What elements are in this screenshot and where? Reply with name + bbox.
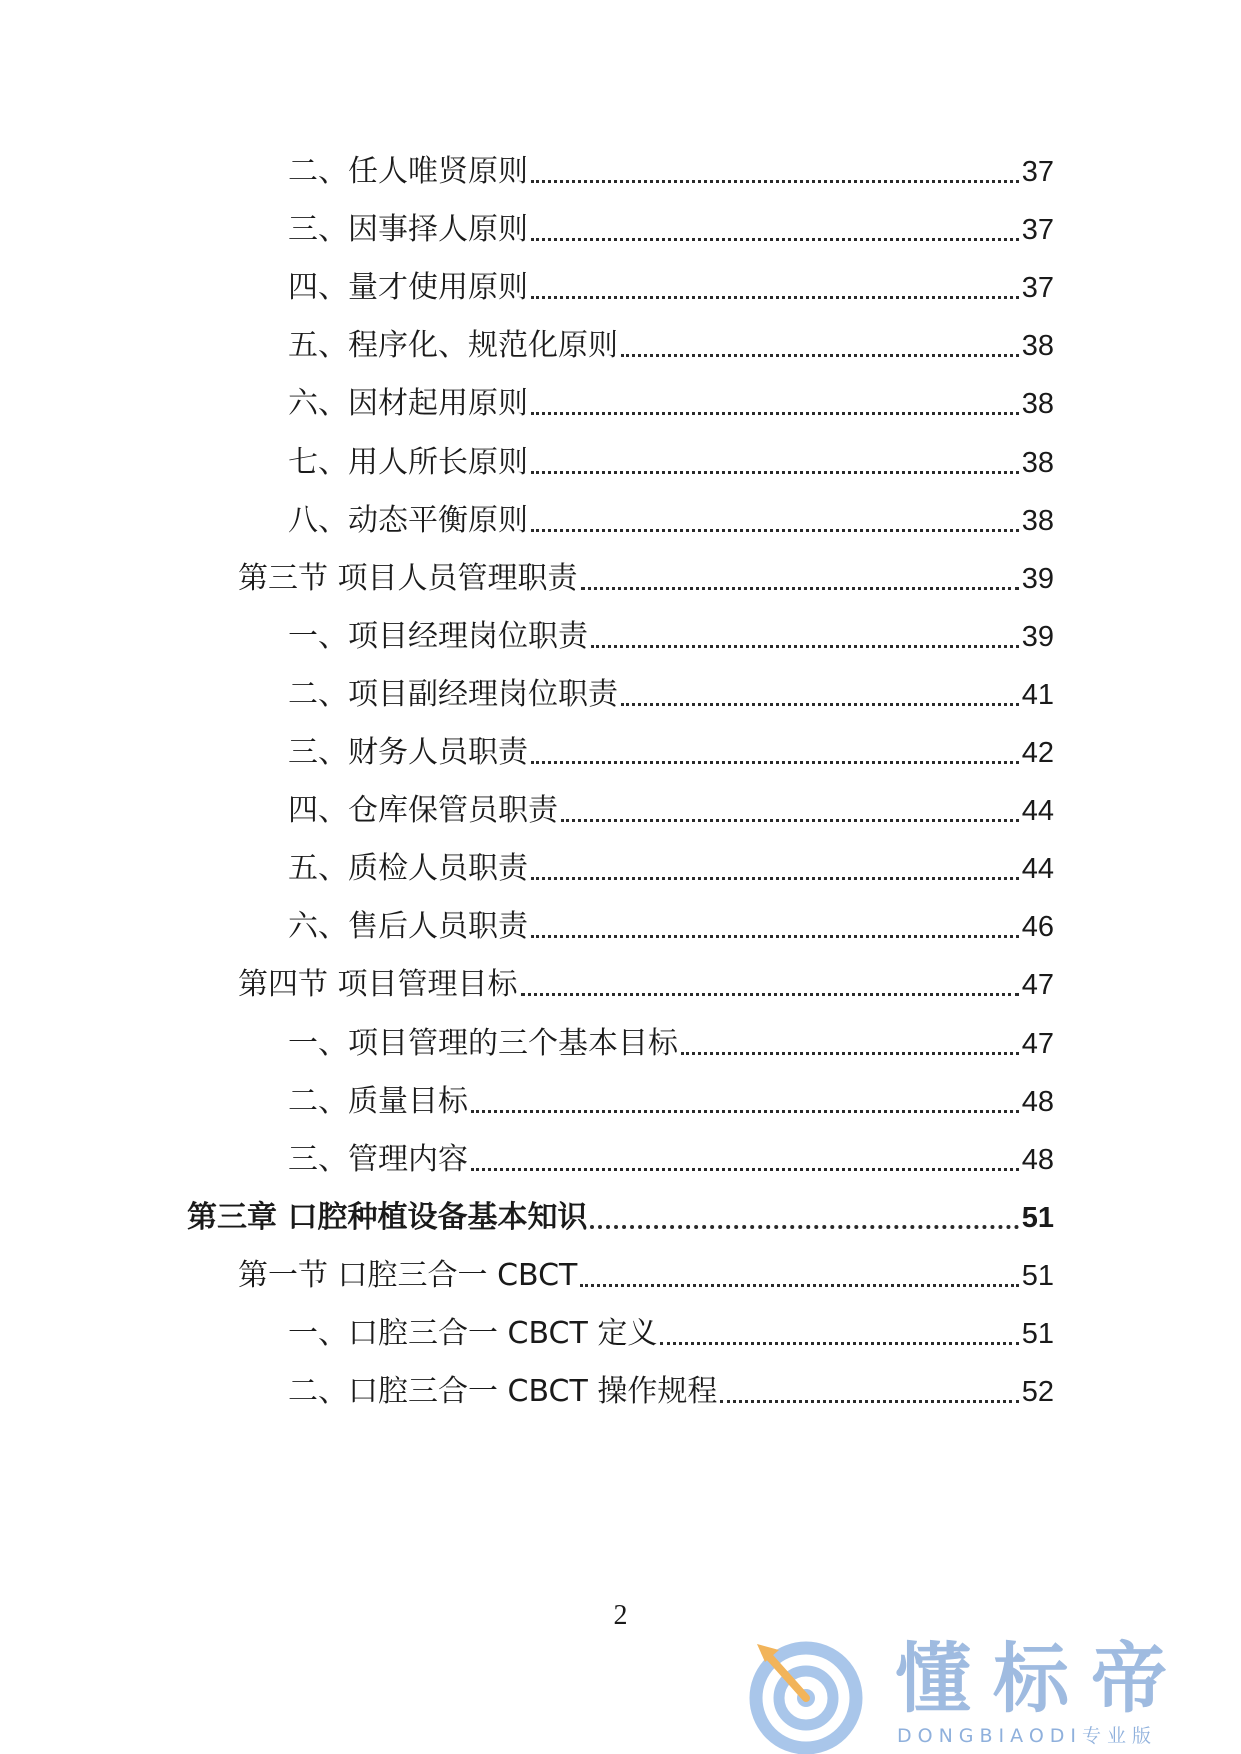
toc-entry-label: 第三章 口腔种植设备基本知识 <box>187 1200 588 1235</box>
toc-dot-leader <box>531 296 1019 299</box>
toc-entry[interactable] <box>288 843 1054 889</box>
toc-dot-leader <box>531 180 1019 183</box>
toc-dot-leader <box>531 761 1019 764</box>
toc-entry-label: 四、量才使用原则 <box>288 270 528 305</box>
toc-dot-leader <box>581 587 1019 590</box>
toc-entry-label: 第一节 口腔三合一 CBCT <box>238 1258 578 1293</box>
toc-dot-leader <box>521 993 1019 996</box>
toc-entry[interactable] <box>288 204 1054 250</box>
toc-entry-label: 二、任人唯贤原则 <box>288 154 528 189</box>
toc-entry-page: 51 <box>1021 1202 1054 1234</box>
toc-entry[interactable] <box>288 1308 1054 1354</box>
toc-entry-page: 51 <box>1021 1260 1054 1292</box>
toc-entry-page: 38 <box>1021 447 1054 479</box>
toc-entry-label: 七、用人所长原则 <box>288 445 528 480</box>
toc-entry-page: 38 <box>1021 505 1054 537</box>
toc-entry[interactable] <box>288 1366 1054 1412</box>
watermark-logo <box>745 1632 1241 1754</box>
toc-dot-leader <box>531 935 1019 938</box>
toc-entry-page: 47 <box>1021 969 1054 1001</box>
toc-entry-page: 47 <box>1021 1028 1054 1060</box>
toc-entry[interactable] <box>238 553 1054 599</box>
toc-entry[interactable] <box>288 785 1054 831</box>
toc-entry[interactable] <box>238 959 1054 1005</box>
toc-entry-page: 41 <box>1021 679 1054 711</box>
toc-dot-leader <box>591 645 1019 648</box>
toc-entry[interactable] <box>288 669 1054 715</box>
toc-entry[interactable] <box>288 611 1054 657</box>
toc-dot-leader <box>590 1225 1018 1229</box>
toc-entry-page: 39 <box>1021 621 1054 653</box>
toc-entry[interactable] <box>187 1192 1054 1238</box>
toc-entry-label: 第三节 项目人员管理职责 <box>238 561 578 596</box>
toc-entry-page: 48 <box>1021 1086 1054 1118</box>
toc-dot-leader <box>531 877 1019 880</box>
toc-entry-page: 39 <box>1021 563 1054 595</box>
toc-dot-leader <box>561 819 1019 822</box>
toc-dot-leader <box>531 412 1019 415</box>
toc-entry[interactable] <box>288 146 1054 192</box>
toc-entry-page: 37 <box>1021 272 1054 304</box>
toc-entry[interactable] <box>288 901 1054 947</box>
toc-entry-label: 二、项目副经理岗位职责 <box>288 677 618 712</box>
toc-entry-page: 38 <box>1021 330 1054 362</box>
toc-dot-leader <box>531 529 1019 532</box>
toc-entry-label: 六、售后人员职责 <box>288 909 528 944</box>
toc-dot-leader <box>580 1284 1018 1287</box>
toc-entry-page: 52 <box>1021 1376 1054 1408</box>
toc-dot-leader <box>471 1110 1019 1113</box>
toc-entry-page: 38 <box>1021 388 1054 420</box>
toc-entry-page: 51 <box>1021 1318 1054 1350</box>
toc-entry-page: 44 <box>1021 853 1054 885</box>
toc-entry-label: 二、口腔三合一 CBCT 操作规程 <box>288 1374 718 1409</box>
toc-dot-leader <box>720 1400 1018 1403</box>
toc-entry[interactable] <box>288 1018 1054 1064</box>
watermark-subtitle: DONGBIAODI专业版 <box>897 1725 1158 1747</box>
toc-entry-label: 一、项目管理的三个基本目标 <box>288 1026 678 1061</box>
toc-dot-leader <box>621 703 1019 706</box>
toc-entry[interactable] <box>288 437 1054 483</box>
toc-entry-page: 48 <box>1021 1144 1054 1176</box>
toc-entry-label: 一、口腔三合一 CBCT 定义 <box>288 1316 658 1351</box>
target-arrow-icon <box>745 1632 867 1754</box>
toc-entry-label: 五、程序化、规范化原则 <box>288 328 618 363</box>
toc-entry[interactable] <box>288 262 1054 308</box>
toc-entry-label: 一、项目经理岗位职责 <box>288 619 588 654</box>
watermark-brand: 懂标帝 <box>895 1634 1189 1723</box>
toc-entry-label: 二、质量目标 <box>288 1084 468 1119</box>
toc-entry-label: 三、管理内容 <box>288 1142 468 1177</box>
toc-dot-leader <box>681 1052 1019 1055</box>
page-number: 2 <box>613 1600 628 1631</box>
toc-entry[interactable] <box>288 378 1054 424</box>
toc-dot-leader <box>660 1342 1018 1345</box>
toc-entry-label: 八、动态平衡原则 <box>288 503 528 538</box>
toc-entry-page: 37 <box>1021 156 1054 188</box>
toc-entry-page: 44 <box>1021 795 1054 827</box>
toc-dot-leader <box>531 238 1019 241</box>
toc-entry-label: 第四节 项目管理目标 <box>238 967 518 1002</box>
toc-entry-page: 37 <box>1021 214 1054 246</box>
toc-entry[interactable] <box>288 727 1054 773</box>
toc-entry-label: 三、财务人员职责 <box>288 735 528 770</box>
toc-dot-leader <box>621 354 1019 357</box>
toc-entry-label: 五、质检人员职责 <box>288 851 528 886</box>
toc-entry[interactable] <box>288 1076 1054 1122</box>
toc-entry-page: 46 <box>1021 911 1054 943</box>
toc-dot-leader <box>531 471 1019 474</box>
toc-entry-label: 三、因事择人原则 <box>288 212 528 247</box>
toc-dot-leader <box>471 1168 1019 1171</box>
toc-entry-label: 六、因材起用原则 <box>288 386 528 421</box>
toc-entry[interactable] <box>288 495 1054 541</box>
toc-entry-label: 四、仓库保管员职责 <box>288 793 558 828</box>
toc-entry-page: 42 <box>1021 737 1054 769</box>
toc-entry[interactable] <box>288 320 1054 366</box>
toc-entry[interactable] <box>288 1134 1054 1180</box>
toc-entry[interactable] <box>238 1250 1054 1296</box>
